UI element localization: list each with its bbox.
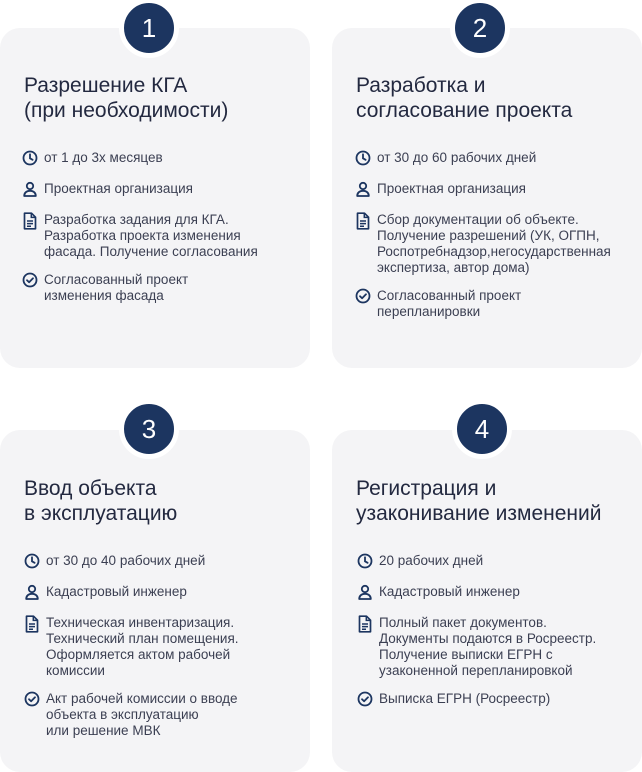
step-result: Выписка ЕГРН (Росреестр) — [357, 691, 639, 709]
step-number-badge: 4 — [452, 399, 512, 459]
step-tasks: Сбор документации об объекте. Получение разрешений (УК, ОГПН, Роспотребнадзор,негосударственная экспертиза, автор дома) — [355, 212, 637, 276]
person-icon — [22, 181, 44, 199]
step-title: Ввод объекта в эксплуатацию — [24, 477, 178, 525]
step-duration: от 30 до 60 рабочих дней — [355, 150, 637, 168]
person-icon — [357, 584, 379, 602]
step-executor: Кадастровый инженер — [357, 584, 639, 602]
step-details — [357, 553, 639, 709]
step-details — [22, 150, 302, 304]
step-result: Согласованный проект перепланировки — [355, 288, 637, 320]
step-duration: 20 рабочих дней — [357, 553, 639, 571]
step-executor: Проектная организация — [22, 181, 302, 199]
step-executor: Кадастровый инженер — [24, 584, 304, 602]
check-circle-icon — [357, 691, 379, 709]
step-details — [355, 150, 637, 320]
step-number-badge: 2 — [450, 0, 510, 58]
step-number-badge: 3 — [119, 399, 179, 459]
step-title: Разработка и согласование проекта — [356, 74, 573, 122]
step-tasks: Полный пакет документов. Документы подаются в Росреестр. Получение выписки ЕГРН с узаконенной перепланировкой — [357, 615, 639, 679]
clock-icon — [357, 553, 379, 571]
clock-icon — [22, 150, 44, 168]
clock-icon — [24, 553, 46, 571]
step-duration: от 1 до 3х месяцев — [22, 150, 302, 168]
document-icon — [355, 212, 377, 230]
step-details — [24, 553, 304, 739]
step-tasks: Разработка задания для КГА. Разработка проекта изменения фасада. Получение согласования — [22, 212, 302, 260]
step-executor: Проектная организация — [355, 181, 637, 199]
check-circle-icon — [22, 272, 44, 290]
step-result: Согласованный проект изменения фасада — [22, 272, 302, 304]
document-icon — [357, 615, 379, 633]
check-circle-icon — [355, 288, 377, 306]
person-icon — [355, 181, 377, 199]
check-circle-icon — [24, 691, 46, 709]
step-number-badge: 1 — [119, 0, 179, 58]
document-icon — [22, 212, 44, 230]
step-title: Разрешение КГА (при необходимости) — [24, 74, 229, 122]
step-duration: от 30 до 40 рабочих дней — [24, 553, 304, 571]
step-title: Регистрация и узаконивание изменений — [356, 477, 602, 525]
step-result: Акт рабочей комиссии о вводе объекта в эксплуатацию или решение МВК — [24, 691, 304, 739]
document-icon — [24, 615, 46, 633]
step-tasks: Техническая инвентаризация. Технический план помещения. Оформляется актом рабочей комиссии — [24, 615, 304, 679]
person-icon — [24, 584, 46, 602]
clock-icon — [355, 150, 377, 168]
